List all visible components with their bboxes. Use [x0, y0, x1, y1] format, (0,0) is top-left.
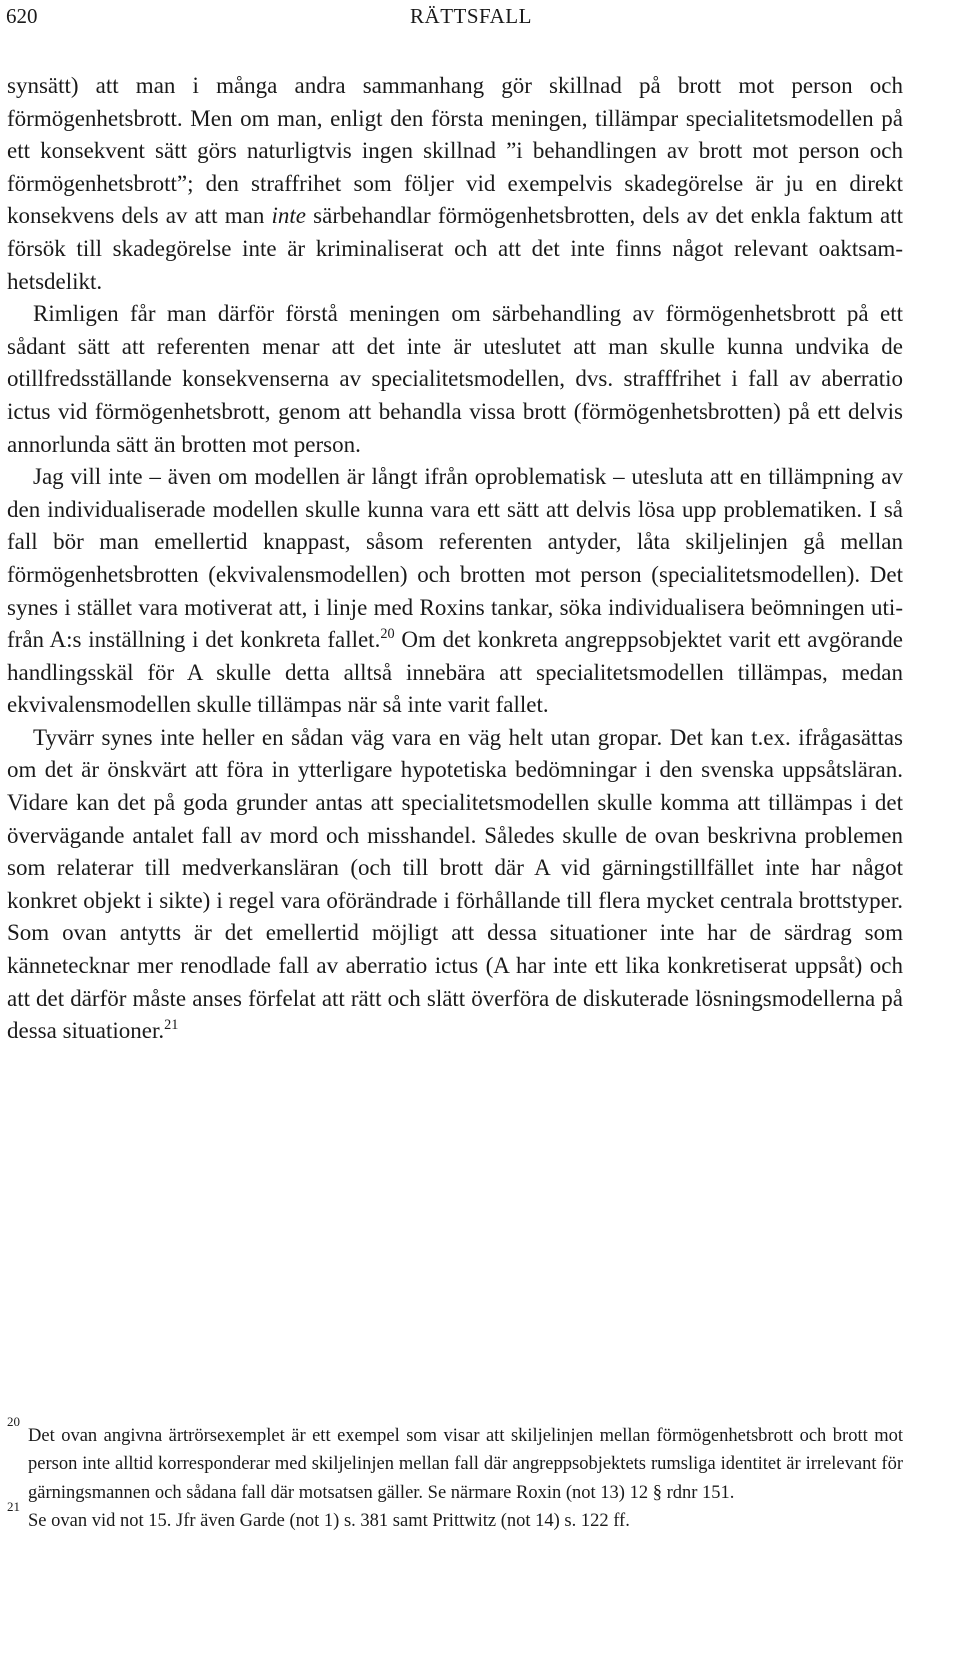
emphasis-inte: inte [271, 203, 306, 229]
paragraph-1-text: synsätt) att man i många andra sammanhang gör skillnad på brott mot person och förmögenhetsbrott. Men om man, enligt den första meningen, tillämpar specialitetsmodellen på ett konsekvent sätt görs naturligtvis ingen skillnad ”i behandlingen av brott mot person och förmögenhetsbrott”; den straffrihet som följer vid exempelvis skadegörelse är ju en direkt konsekvens dels av att man [7, 73, 903, 229]
footnotes [7, 1414, 903, 1535]
footnote-text: Se ovan vid not 15. Jfr även Garde (not 1) s. 381 samt Prittwitz (not 14) s. 122 ff. [28, 1510, 630, 1531]
footnote-ref-20[interactable]: 20 [380, 626, 395, 643]
paragraph-3-text: Jag vill inte – även om modellen är långt ifrån oproblematisk – utesluta att en tillämpning av den individualiserade modellen skulle kunna vara ett sätt att delvis lösa upp problematiken. I så fall bör man emellertid knappast, såsom referenten antyder, låta skiljelinjen gå mellan förmögenhetsbrotten (ekvivalensmodellen) och brotten mot person (specialitetsmodellen). Det synes i stället vara motiverat att, i linje med Roxins tankar, söka individualisera beömningen utifrån A:s inställning i det konkreta fallet. [7, 464, 903, 653]
footnote-number: 21 [7, 1498, 20, 1514]
paragraph-3-rest: Om det konkreta angreppsobjektet varit ett avgörande handlingsskäl för A skulle detta alltså innebära att specialitetsmodellen tillämpas, medan ekvivalensmodellen skulle tillämpas när så inte varit fallet. [7, 627, 903, 718]
footnote-number: 20 [7, 1414, 20, 1429]
page-header [6, 2, 936, 32]
paragraph-4-text: Tyvärr synes inte heller en sådan väg vara en väg helt utan gropar. Det kan t.ex. ifrågasättas om det är önskvärt att föra in ytterligare hypotetiska bedömningar i den svenska uppsåtsläran. Vidare kan det på goda grunder antas att specialitetsmodellen skulle komma att tillämpas i det övervägande antalet fall av mord och misshandel. Således skulle de ovan beskrivna problemen som relaterar till medverkansläran (och till brott där A vid gärningstillfället inte har något konkret objekt i sikte) i regel vara oförändrade i förhållande till flera mycket centrala brottstyper. Som ovan antytts är det emellertid möjligt att dessa situationer inte har de särdrag som kännetecknar mer renodlade fall av aberratio ictus (A har inte ett lika konkretiserat uppsåt) och att det därför måste anses förfelat att rätt och slätt överföra de diskuterade lösningsmodellerna på dessa situationer. [7, 724, 903, 1044]
page-number: 620 [6, 4, 38, 28]
paragraph-1-rest: särbehandlar förmögenhetsbrotten, dels av det enkla faktum att försök till skadegörelse inte är kriminaliserat och att det inte finns något relevant oaktsamhetsdelikt. [7, 203, 903, 294]
paragraph-1 [7, 70, 903, 298]
paragraph-4 [7, 722, 903, 1048]
paragraph-3 [7, 461, 903, 722]
paragraph-2: Rimligen får man därför förstå meningen om särbehandling av förmögenhetsbrott på ett sådant sätt att referenten menar att det inte är uteslutet att man skulle kunna undvika de otillfredsställande konsekvenserna av specialitetsmodellen, dvs. strafffrihet i fall av aberratio ictus vid förmögenhetsbrott, genom att behandla vissa brott (förmögenhetsbrotten) på ett delvis annorlunda sätt än brotten mot person. [7, 301, 903, 457]
footnote-text: Det ovan angivna ärtrörsexemplet är ett exempel som visar att skiljelinjen mellan förmögenhetsbrott och brott mot person inte alltid korresponderar med skiljelinjen mellan fall där angreppsobjektets rumsliga identitet är irrelevant för gärningsmannen och sådana fall där motsatsen gäller. Se närmare Roxin (not 13) 12 § rdnr 151. [28, 1426, 903, 1503]
running-head: RÄTTSFALL [410, 4, 532, 28]
footnote-20 [7, 1414, 903, 1507]
body-text [7, 70, 903, 1048]
footnote-ref-21[interactable]: 21 [164, 1017, 179, 1034]
footnote-21 [7, 1498, 903, 1535]
